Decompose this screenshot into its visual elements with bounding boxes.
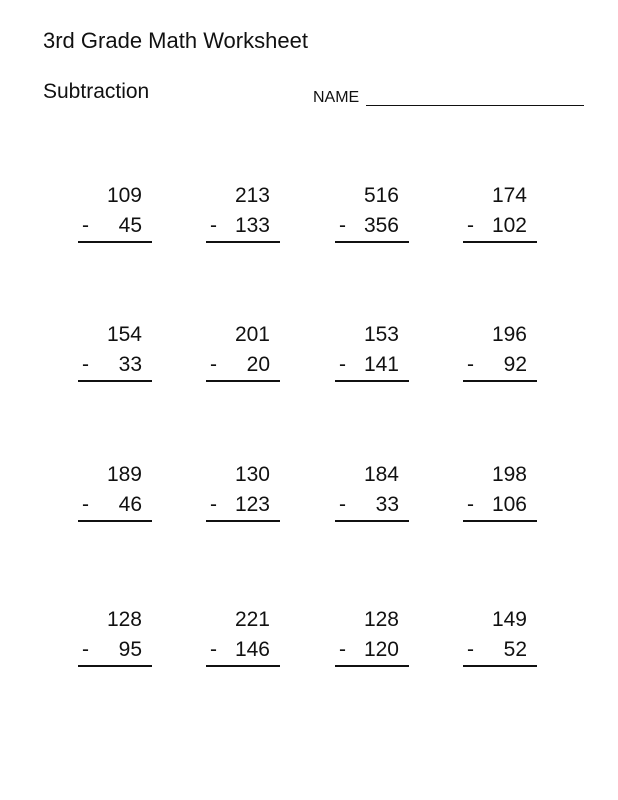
minus-sign: - (467, 493, 474, 516)
problem-10 (206, 460, 280, 522)
minuend: 221 (234, 608, 270, 631)
minuend: 130 (234, 463, 270, 486)
problem-1 (78, 181, 152, 243)
minuend: 149 (491, 608, 527, 631)
problem-15 (335, 605, 409, 667)
problem-3 (335, 181, 409, 243)
minuend: 196 (491, 323, 527, 346)
problem-6 (206, 320, 280, 382)
problem-7 (335, 320, 409, 382)
subtrahend: 146 (234, 638, 270, 661)
subtrahend-row (206, 211, 280, 243)
minus-sign: - (339, 353, 346, 376)
minus-sign: - (339, 214, 346, 237)
problem-12 (463, 460, 537, 522)
problem-4 (463, 181, 537, 243)
subtrahend: 356 (363, 214, 399, 237)
worksheet-subtitle: Subtraction (43, 80, 150, 103)
subtrahend-row (78, 490, 152, 522)
minuend: 198 (491, 463, 527, 486)
subtrahend: 52 (503, 638, 527, 661)
subtrahend: 123 (234, 493, 270, 516)
subtrahend: 20 (246, 353, 270, 376)
subtrahend-row (335, 211, 409, 243)
subtrahend: 106 (491, 493, 527, 516)
problem-8 (463, 320, 537, 382)
minus-sign: - (339, 493, 346, 516)
minuend: 213 (234, 184, 270, 207)
minuend: 154 (106, 323, 142, 346)
problem-14 (206, 605, 280, 667)
minus-sign: - (210, 353, 217, 376)
subtrahend-row (78, 350, 152, 382)
minus-sign: - (210, 638, 217, 661)
subtrahend-row (463, 490, 537, 522)
subtrahend-row (78, 635, 152, 667)
minuend: 109 (106, 184, 142, 207)
subtrahend-row (78, 211, 152, 243)
minus-sign: - (82, 638, 89, 661)
subtrahend: 102 (491, 214, 527, 237)
subtrahend: 33 (118, 353, 142, 376)
subtrahend: 141 (363, 353, 399, 376)
page-title: 3rd Grade Math Worksheet (43, 28, 308, 53)
minuend: 189 (106, 463, 142, 486)
subtrahend: 33 (375, 493, 399, 516)
minuend: 516 (363, 184, 399, 207)
problem-16 (463, 605, 537, 667)
name-label: NAME (313, 89, 360, 106)
subtrahend-row (463, 635, 537, 667)
subtrahend-row (463, 350, 537, 382)
minuend: 153 (363, 323, 399, 346)
minuend: 128 (106, 608, 142, 631)
minus-sign: - (467, 638, 474, 661)
subtrahend: 133 (234, 214, 270, 237)
minuend: 128 (363, 608, 399, 631)
minus-sign: - (467, 214, 474, 237)
minus-sign: - (210, 214, 217, 237)
subtrahend: 46 (118, 493, 142, 516)
minuend: 174 (491, 184, 527, 207)
minus-sign: - (82, 214, 89, 237)
minus-sign: - (339, 638, 346, 661)
problem-9 (78, 460, 152, 522)
subtrahend: 92 (503, 353, 527, 376)
subtrahend-row (206, 635, 280, 667)
minus-sign: - (82, 353, 89, 376)
minus-sign: - (467, 353, 474, 376)
minuend: 184 (363, 463, 399, 486)
problem-2 (206, 181, 280, 243)
problem-5 (78, 320, 152, 382)
minuend: 201 (234, 323, 270, 346)
subtrahend-row (335, 635, 409, 667)
subtrahend: 45 (118, 214, 142, 237)
minus-sign: - (210, 493, 217, 516)
subtrahend-row (206, 490, 280, 522)
subtrahend: 120 (363, 638, 399, 661)
minus-sign: - (82, 493, 89, 516)
subtrahend-row (335, 350, 409, 382)
subtrahend-row (463, 211, 537, 243)
subtrahend: 95 (118, 638, 142, 661)
problem-13 (78, 605, 152, 667)
name-line (366, 105, 584, 106)
problem-11 (335, 460, 409, 522)
subtrahend-row (335, 490, 409, 522)
subtrahend-row (206, 350, 280, 382)
